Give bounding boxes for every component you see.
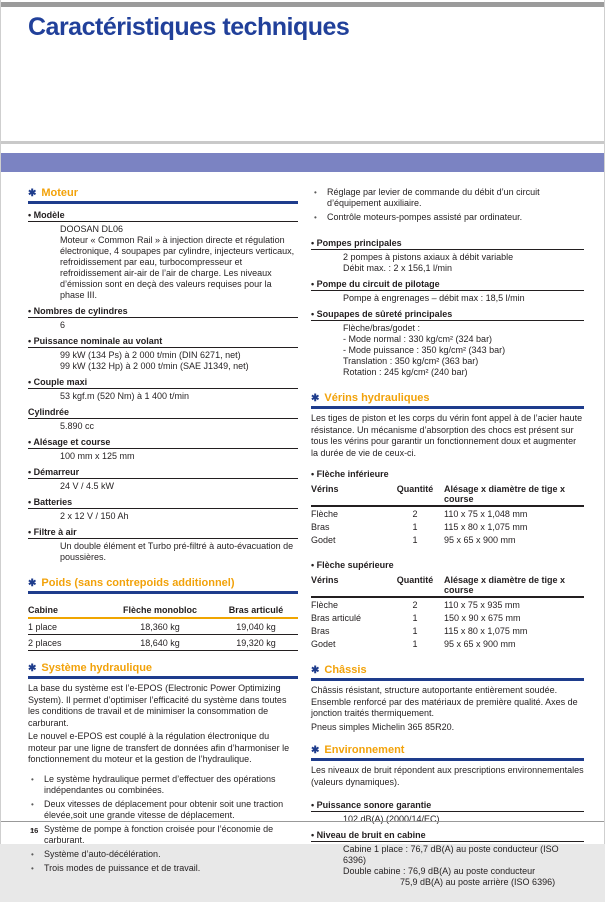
spec-label: Cylindrée [28,405,298,419]
asterisk-icon [28,187,41,199]
spec-batteries [28,495,298,525]
section-chassis [311,664,584,733]
section-heading-label: Environnement [324,744,405,756]
bullet-item: • Système d’auto-décélération. [28,849,298,860]
spec-value [28,419,298,435]
spec-value-line: 5.890 cc [60,421,95,431]
spec-value-line: Pompe à engrenages – débit max : 18,5 l/min [343,293,525,303]
column-header: Alésage x diamètre de tige x course [444,573,584,598]
table-cell: 110 x 75 x 1,048 mm [444,508,528,519]
section-heading-poids [28,577,298,594]
spec-value-line: 100 mm x 125 mm [60,451,135,461]
spec-soupapes-surete [311,307,584,381]
spec-label: • Puissance nominale au volant [28,334,298,348]
column-header: Bras articulé [228,604,284,615]
spec-value [28,539,298,566]
spec-value-line: 2 x 12 V / 150 Ah [60,511,129,521]
asterisk-icon [28,577,41,589]
content-area [28,187,583,902]
asterisk-icon [311,664,324,676]
spec-demarreur [28,465,298,495]
spec-value-line: Un double élément et Turbo pré-filtré à auto-évacuation de poussières. [60,541,294,562]
spec-label: • Nombres de cylindres [28,304,298,318]
verins-table-inferieure [311,482,584,546]
table-cell: 1 [412,612,418,623]
section-poids [28,577,298,651]
spec-value [311,291,584,307]
table-cell: 1 [412,534,418,545]
accent-band [1,153,604,172]
bullet-item: • Deux vitesses de déplacement pour obtenir soit une traction élevée,soit une grande vitesse de déplacement. [28,799,298,821]
column-header: Vérins [311,482,386,507]
spec-value [28,348,298,375]
spec-label: • Modèle [28,208,298,222]
table-header-row [28,602,298,619]
right-column [311,187,584,902]
column-header: Quantité [386,482,444,507]
spec-value [311,842,584,891]
bullet-item: • Le système hydraulique permet d’effectuer des opérations indépendantes ou combinées. [28,774,298,796]
spec-value-line: Double cabine : 76,9 dB(A) au poste conducteur [343,866,536,876]
page-number: 16 [30,826,39,835]
paragraph: Pneus simples Michelin 365 85R20. [311,721,455,732]
table-cell: 1 place [28,621,58,632]
spec-label: • Niveau de bruit en cabine [311,828,584,842]
spec-niveau-bruit [311,828,584,891]
bullet-item: • Système de pompe à fonction croisée pour l’économie de carburant. [28,824,298,846]
spec-value-line: 53 kgf.m (520 Nm) à 1 400 t/min [60,391,190,401]
verins-table-label: • Flèche supérieure [311,560,584,570]
footer [1,821,604,835]
verins-table-label: • Flèche inférieure [311,469,584,479]
spec-label: • Pompes principales [311,236,584,250]
spec-value [311,250,584,277]
asterisk-icon [311,392,324,404]
section-heading-moteur [28,187,298,204]
paragraph: Châssis résistant, structure autoportante entièrement soudée. Ensemble renforcé par des matériaux de première qualité. Axes de jonction traités thermiquement. [311,685,578,718]
table-cell: 19,040 kg [236,621,276,632]
spec-value [28,479,298,495]
bullet-item: • Contrôle moteurs-pompes assisté par ordinateur. [311,212,584,223]
column-header: Quantité [386,573,444,598]
asterisk-icon [311,744,324,756]
table-cell: 1 [412,638,418,649]
spec-nombres-cylindres [28,304,298,334]
spec-filtre-air [28,525,298,566]
spec-label: • Puissance sonore garantie [311,798,584,812]
spec-value-line: 6 [60,320,66,330]
top-bar [1,2,604,7]
section-heading-label: Poids (sans contrepoids additionnel) [41,577,235,589]
table-cell: 95 x 65 x 900 mm [444,638,516,649]
spec-value-line: Flèche/bras/godet : [343,323,421,333]
column-header: Flèche monobloc [122,604,197,615]
table-cell: 1 [412,625,418,636]
spec-label: • Alésage et course [28,435,298,449]
section-heading-label: Moteur [41,187,79,199]
table-cell: 19,320 kg [236,637,276,648]
section-systeme-hydraulique [28,662,298,874]
spec-value-line: - Mode puissance : 350 kg/cm² (343 bar) [343,345,506,355]
table-cell: 2 places [28,637,62,648]
spec-couple-maxi [28,375,298,405]
bullet-item: • Réglage par levier de commande du débit d’un circuit d’équipement auxiliaire. [311,187,584,209]
section-pompes [311,236,584,381]
spec-label: • Couple maxi [28,375,298,389]
section-heading-systeme [28,662,298,679]
table-cell: Godet [311,638,336,649]
section-heading-label: Châssis [324,664,367,676]
section-moteur [28,187,298,566]
table-cell: 18,640 kg [140,637,180,648]
spec-value-line: DOOSAN DL06 [60,224,124,234]
divider-line [1,141,604,144]
poids-table [28,602,298,651]
spec-value-line: 99 kW (132 Hp) à 2 000 t/min (SAE J1349, net) [60,361,249,371]
table-row [28,635,298,651]
paragraph: Les tiges de piston et les corps du vérin font appel à de l’acier haute résistance. Un mécanisme d’absorption des chocs est présent sur tous les vérins pour garantir un fonctionnement doux et augmenter la durée de vie de ceux-ci. [311,413,583,458]
spec-value-line: 24 V / 4.5 kW [60,481,115,491]
table-cell: 150 x 90 x 675 mm [444,612,521,623]
spec-value [28,318,298,334]
section-heading-chassis [311,664,584,681]
spec-cylindree [28,405,298,435]
spec-value-line: 102 dB(A) (2000/14/EC) [343,814,440,824]
left-column [28,187,298,902]
table-cell: 115 x 80 x 1,075 mm [444,521,528,532]
spec-label: • Pompe du circuit de pilotage [311,277,584,291]
column-header: Alésage x diamètre de tige x course [444,482,584,507]
table-cell: Flèche [311,508,339,519]
spec-value-line: Translation : 350 kg/cm² (363 bar) [343,356,479,366]
table-cell: 18,360 kg [140,621,180,632]
spec-value-line: Cabine 1 place : 76,7 dB(A) au poste conducteur (ISO 6396) [343,844,559,865]
table-cell: Bras [311,521,330,532]
spec-alesage-course [28,435,298,465]
spec-value [311,321,584,381]
spec-value [28,222,298,304]
spec-value-line: 99 kW (134 Ps) à 2 000 t/min (DIN 6271, net) [60,350,241,360]
spec-value-line: Rotation : 245 kg/cm² (240 bar) [343,367,468,377]
table-cell: Godet [311,534,336,545]
page-title: Caractéristiques techniques [28,13,350,41]
section-verins [311,392,584,650]
section-heading-label: Système hydraulique [41,662,153,674]
table-cell: Bras articulé [311,612,362,623]
column-header: Cabine [28,604,59,615]
spec-value-line: 75,9 dB(A) au poste arrière (ISO 6396) [400,877,556,887]
paragraph: La base du système est l’e-EPOS (Electronic Power Optimizing System). Il permet d’optimiser l’efficacité du système dans toutes les conditions de travail et de minimiser la consommation de carburant. [28,683,287,728]
table-cell: Flèche [311,599,339,610]
spec-label: • Batteries [28,495,298,509]
section-heading-environnement [311,744,584,761]
spec-value [28,389,298,405]
asterisk-icon [28,662,41,674]
section-heading-verins [311,392,584,409]
spec-label: • Filtre à air [28,525,298,539]
spec-value-line: Débit max. : 2 x 156,1 l/min [343,263,453,273]
table-cell: 2 [412,599,418,610]
bullet-list [311,187,584,223]
spec-value-line: - Mode normal : 330 kg/cm² (324 bar) [343,334,493,344]
spec-value [28,509,298,525]
verins-table-superieure [311,573,584,650]
spec-label: • Démarreur [28,465,298,479]
column-header: Vérins [311,573,386,598]
spec-value-line: 2 pompes à pistons axiaux à débit variable [343,252,514,262]
paragraph: Les niveaux de bruit répondent aux prescriptions environnementales (valeurs dynamiques). [311,765,584,787]
section-environnement [311,744,584,891]
table-row [28,619,298,635]
spec-value-line: Moteur « Common Rail » à injection directe et régulation électronique, 4 soupapes par cylindre, injecteurs verticaux, refroidissement par eau, turbocompresseur et refroidissement air-air de l’air de charge. Les niveaux d’émission sont en deçà des valeurs requises pour la phase III. [60,235,295,300]
spec-puissance [28,334,298,375]
table-cell: 115 x 80 x 1,075 mm [444,625,528,636]
spec-modele [28,208,298,304]
section-heading-label: Vérins hydrauliques [324,392,430,404]
table-cell: Bras [311,625,330,636]
table-cell: 95 x 65 x 900 mm [444,534,516,545]
table-cell: 110 x 75 x 935 mm [444,599,520,610]
table-cell: 1 [412,521,418,532]
paragraph: Le nouvel e-EPOS est couplé à la régulation électronique du moteur par une ligne de transfert de données afin d’harmoniser le fonctionnement du moteur et la gestion de l’hydraulique. [28,731,290,764]
spec-value [28,449,298,465]
table-cell: 2 [412,508,418,519]
spec-label: • Soupapes de sûreté principales [311,307,584,321]
spec-pompes-principales [311,236,584,277]
spec-pompe-pilotage [311,277,584,307]
bullet-item: • Trois modes de puissance et de travail. [28,863,298,874]
